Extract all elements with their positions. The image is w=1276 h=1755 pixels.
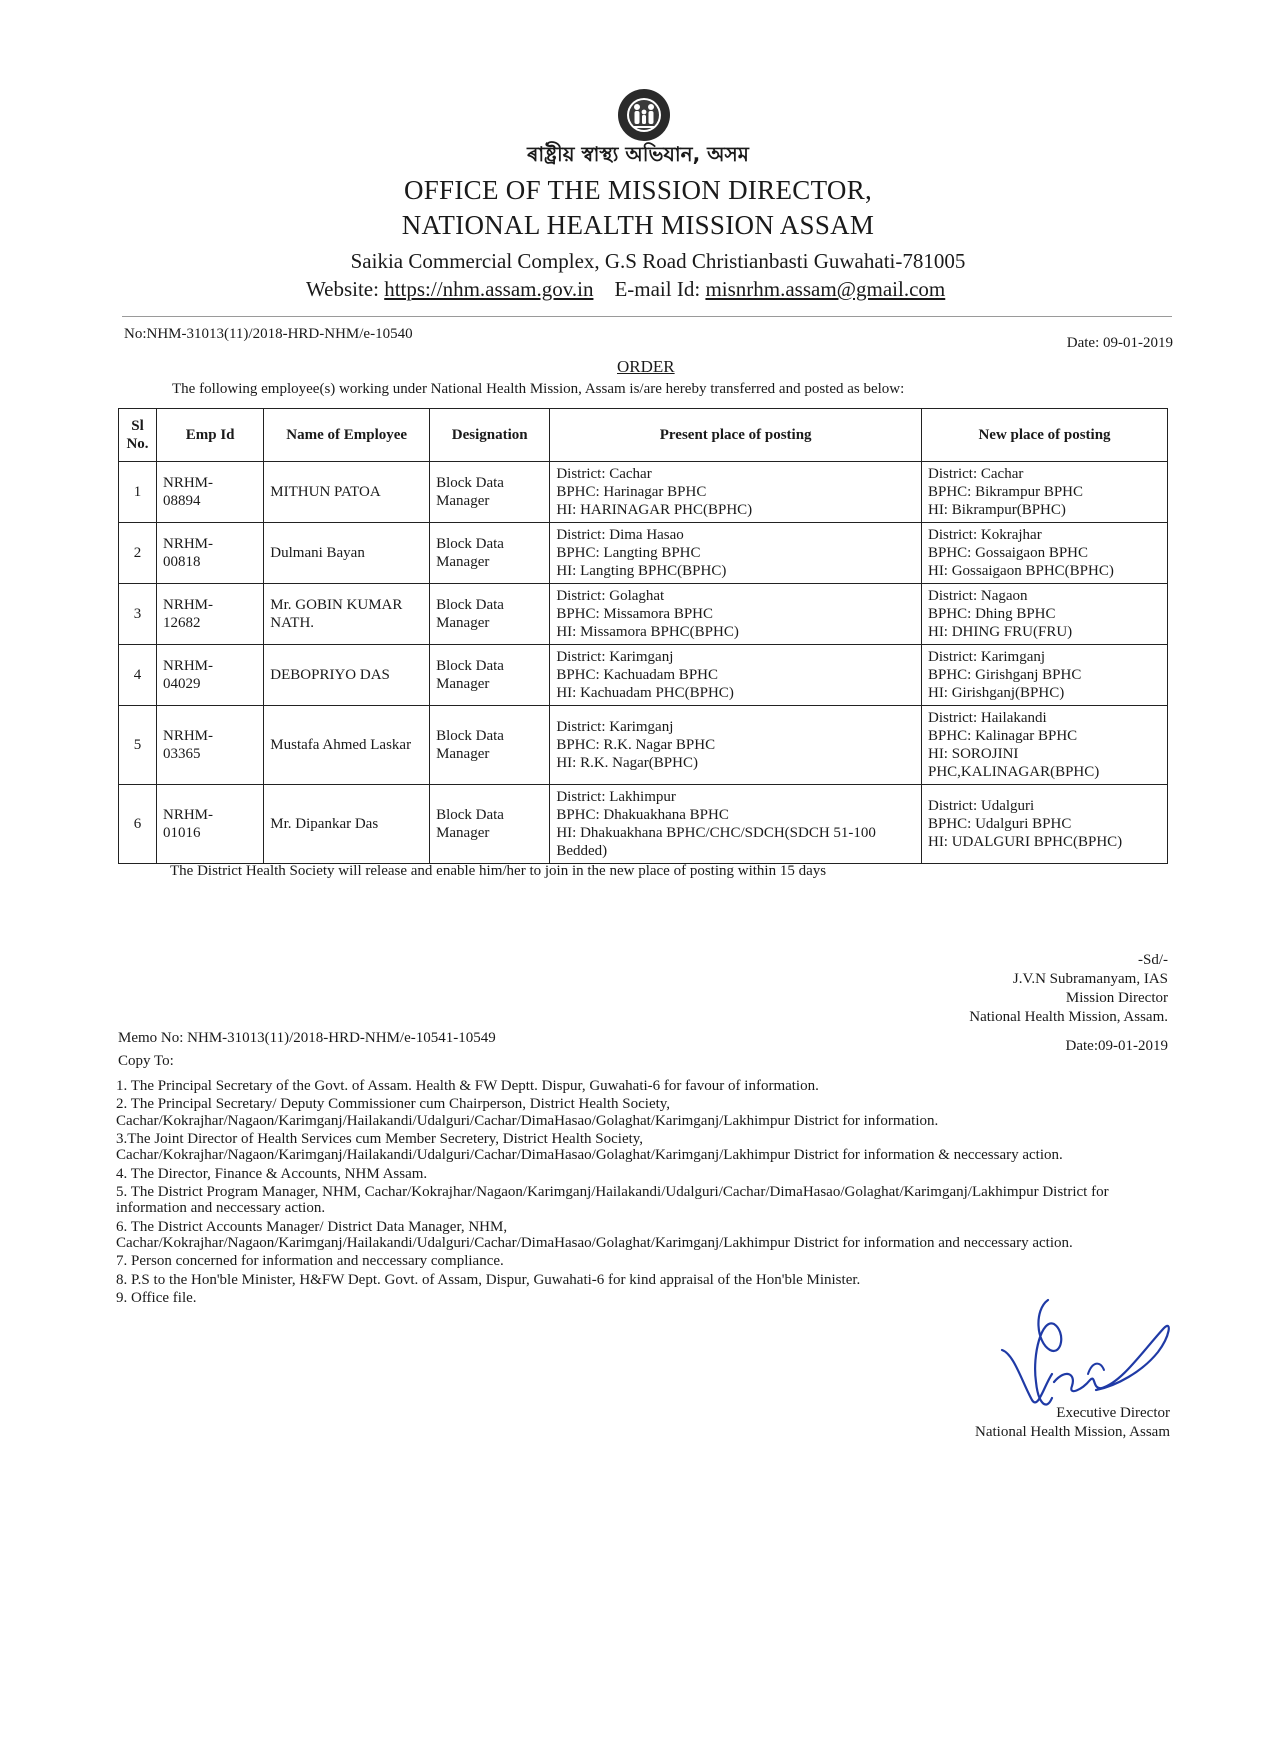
- sl-cell: 1: [119, 462, 157, 523]
- designation-cell: Block Data Manager: [430, 523, 550, 584]
- col-new-posting: New place of posting: [921, 409, 1167, 462]
- table-row: [119, 785, 1168, 864]
- sl-cell: 6: [119, 785, 157, 864]
- emp-id-cell: NRHM- 03365: [157, 706, 264, 785]
- list-item: 4. The Director, Finance & Accounts, NHM Assam.: [116, 1165, 428, 1182]
- col-emp-id: Emp Id: [157, 409, 264, 462]
- order-intro: The following employee(s) working under National Health Mission, Assam is/are hereby transferred and posted as below:: [172, 381, 905, 397]
- list-item: 3.The Joint Director of Health Services cum Member Secretery, District Health Society, Cachar/Kokrajhar/Nagaon/Karimganj/Hailakandi/Udalguri/Cachar/DimaHasao/Golaghat/Karimganj/Lakhimpur District for information & neccessary action.: [116, 1130, 1063, 1164]
- designation-cell: Block Data Manager: [430, 645, 550, 706]
- present-posting-cell: District: Golaghat BPHC: Missamora BPHC HI: Missamora BPHC(BPHC): [550, 584, 922, 645]
- emp-id-cell: NRHM- 08894: [157, 462, 264, 523]
- employee-name-cell: Mr. Dipankar Das: [264, 785, 430, 864]
- list-item: 2. The Principal Secretary/ Deputy Commissioner cum Chairperson, District Health Society, Cachar/Kokrajhar/Nagaon/Karimganj/Hailakandi/Udalguri/Cachar/DimaHasao/Golaghat/Karimganj/Lakhimpur District for information.: [116, 1096, 939, 1129]
- office-address: Saikia Commercial Complex, G.S Road Christianbasti Guwahati-781005: [350, 249, 966, 273]
- office-subtitle: NATIONAL HEALTH MISSION ASSAM: [401, 210, 875, 240]
- copy-to-label: Copy To:: [118, 1053, 174, 1069]
- emp-id-cell: NRHM- 00818: [157, 523, 264, 584]
- release-note: The District Health Society will release and enable him/her to join in the new place of posting within 15 days: [170, 863, 827, 879]
- list-item: 5. The District Program Manager, NHM, Cachar/Kokrajhar/Nagaon/Karimganj/Hailakandi/Udalguri/Cachar/DimaHasao/Golaghat/Karimganj/Lakhimpur District for information and neccessary action.: [116, 1183, 1109, 1217]
- signatory-block: [969, 970, 1168, 1027]
- employee-name-cell: DEBOPRIYO DAS: [264, 645, 430, 706]
- executive-title: Executive Director: [1056, 1405, 1170, 1421]
- reference-number: No:NHM-31013(11)/2018-HRD-NHM/e-10540: [124, 326, 413, 342]
- designation-cell: Block Data Manager: [430, 584, 550, 645]
- list-item: 8. P.S to the Hon'ble Minister, H&FW Dept. Govt. of Assam, Dispur, Guwahati-6 for kind appraisal of the Hon'ble Minister.: [116, 1271, 861, 1288]
- email-link[interactable]: misnrhm.assam@gmail.com: [705, 277, 946, 301]
- memo-date: Date:09-01-2019: [1065, 1038, 1168, 1054]
- executive-org: National Health Mission, Assam: [975, 1424, 1170, 1440]
- list-item: 6. The District Accounts Manager/ District Data Manager, NHM, Cachar/Kokrajhar/Nagaon/Karimganj/Hailakandi/Udalguri/Cachar/DimaHasao/Golaghat/Karimganj/Lakhimpur District for information and neccessary action.: [116, 1218, 1073, 1251]
- sl-cell: 2: [119, 523, 157, 584]
- col-employee-name: Name of Employee: [264, 409, 430, 462]
- table-row: [119, 706, 1168, 785]
- sl-cell: 5: [119, 706, 157, 785]
- designation-cell: Block Data Manager: [430, 462, 550, 523]
- executive-director-block: [975, 1404, 1170, 1442]
- col-sl-no: Sl No.: [119, 409, 157, 462]
- sl-cell: 4: [119, 645, 157, 706]
- signatory-org: National Health Mission, Assam.: [969, 1009, 1168, 1025]
- table-row: [119, 584, 1168, 645]
- website-label: Website:: [306, 277, 379, 301]
- new-posting-cell: District: Kokrajhar BPHC: Gossaigaon BPHC HI: Gossaigaon BPHC(BPHC): [921, 523, 1167, 584]
- designation-cell: Block Data Manager: [430, 785, 550, 864]
- present-posting-cell: District: Karimganj BPHC: R.K. Nagar BPHC HI: R.K. Nagar(BPHC): [550, 706, 922, 785]
- contact-line: [306, 277, 945, 302]
- col-present-posting: Present place of posting: [550, 409, 922, 462]
- emp-id-cell: NRHM- 12682: [157, 584, 264, 645]
- table-row: [119, 462, 1168, 523]
- emp-id-cell: NRHM- 04029: [157, 645, 264, 706]
- email-label: E-mail Id:: [614, 277, 701, 301]
- present-posting-cell: District: Lakhimpur BPHC: Dhakuakhana BPHC HI: Dhakuakhana BPHC/CHC/SDCH(SDCH 51-100 Bedded): [550, 785, 922, 864]
- signature-icon: [992, 1290, 1182, 1420]
- signed-mark: -Sd/-: [1138, 952, 1168, 968]
- employee-name-cell: Dulmani Bayan: [264, 523, 430, 584]
- order-title: ORDER: [617, 357, 675, 376]
- list-item: 9. Office file.: [116, 1289, 197, 1306]
- employee-name-cell: Mr. GOBIN KUMAR NATH.: [264, 584, 430, 645]
- nhm-logo-icon: [617, 88, 671, 142]
- new-posting-cell: District: Udalguri BPHC: Udalguri BPHC HI: UDALGURI BPHC(BPHC): [921, 785, 1167, 864]
- table-header-row: [119, 409, 1168, 462]
- col-designation: Designation: [430, 409, 550, 462]
- order-date: Date: 09-01-2019: [1066, 335, 1173, 351]
- office-title: OFFICE OF THE MISSION DIRECTOR,: [403, 175, 873, 205]
- website-link[interactable]: https://nhm.assam.gov.in: [384, 277, 594, 301]
- designation-cell: Block Data Manager: [430, 706, 550, 785]
- header-divider: [122, 316, 1172, 317]
- list-item: 1. The Principal Secretary of the Govt. of Assam. Health & FW Deptt. Dispur, Guwahati-6 for favour of information.: [116, 1078, 819, 1094]
- present-posting-cell: District: Cachar BPHC: Harinagar BPHC HI: HARINAGAR PHC(BPHC): [550, 462, 922, 523]
- new-posting-cell: District: Hailakandi BPHC: Kalinagar BPHC HI: SOROJINI PHC,KALINAGAR(BPHC): [921, 706, 1167, 785]
- employee-name-cell: Mustafa Ahmed Laskar: [264, 706, 430, 785]
- transfer-table: [118, 408, 1168, 864]
- emp-id-cell: NRHM- 01016: [157, 785, 264, 864]
- sl-cell: 3: [119, 584, 157, 645]
- signatory-title: Mission Director: [1065, 990, 1168, 1006]
- table-row: [119, 645, 1168, 706]
- signatory-name: J.V.N Subramanyam, IAS: [1012, 971, 1168, 987]
- new-posting-cell: District: Karimganj BPHC: Girishganj BPHC HI: Girishganj(BPHC): [921, 645, 1167, 706]
- employee-name-cell: MITHUN PATOA: [264, 462, 430, 523]
- present-posting-cell: District: Karimganj BPHC: Kachuadam BPHC HI: Kachuadam PHC(BPHC): [550, 645, 922, 706]
- new-posting-cell: District: Nagaon BPHC: Dhing BPHC HI: DHING FRU(FRU): [921, 584, 1167, 645]
- list-item: 7. Person concerned for information and neccessary compliance.: [116, 1253, 504, 1270]
- new-posting-cell: District: Cachar BPHC: Bikrampur BPHC HI: Bikrampur(BPHC): [921, 462, 1167, 523]
- memo-number: Memo No: NHM-31013(11)/2018-HRD-NHM/e-10541-10549: [118, 1030, 496, 1046]
- copy-to-list: [116, 1078, 1176, 1308]
- table-row: [119, 523, 1168, 584]
- bengali-title: ৰাষ্ট্ৰীয় স্বাস্থ্য অভিযান, অসম: [527, 142, 749, 166]
- present-posting-cell: District: Dima Hasao BPHC: Langting BPHC HI: Langting BPHC(BPHC): [550, 523, 922, 584]
